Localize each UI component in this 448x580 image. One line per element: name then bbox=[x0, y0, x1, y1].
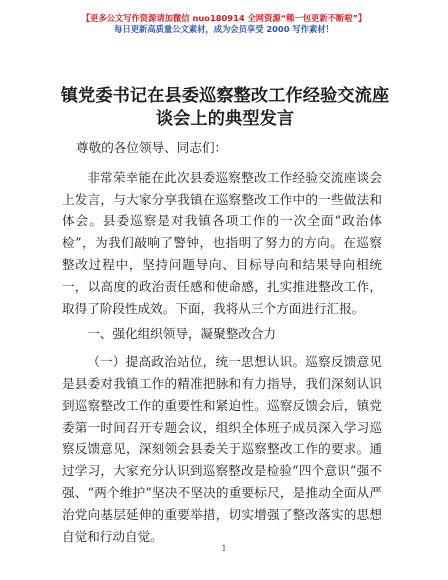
section-heading: 一、强化组织领导，凝聚整改合力 bbox=[87, 326, 277, 342]
promo-banner-line-1: 【更多公文写作资源请加微信 nuo180914 全网资源“稀一包更新不断啦”】 bbox=[81, 13, 367, 23]
document-title: 镇党委书记在县委巡察整改工作经验交流座谈会上的典型发言 bbox=[60, 86, 390, 129]
document-body bbox=[62, 137, 382, 547]
page-number: 1 bbox=[221, 544, 227, 553]
subsection-paragraph: （一）提高政治站位，统一思想认识。巡察反馈意见是县委对我镇工作的精准把脉和有力指导，我们深刻认识到巡察整改工作的重要性和紧迫性。巡察反馈会后，镇党委第一时间召开专题会议，组织全体班子成员深入学习巡察反馈意见，深刻领会县委关于巡察整改工作的要求。通过学习，大家充分认识到巡察整改是检验“四个意识”强不强、“两个维护”坚决不坚决的重要标尺，是推动全面从严治党向基层延伸的重要举措，切实增强了整改落实的思想自觉和行动自觉。 bbox=[62, 354, 382, 544]
intro-paragraph: 非常荣幸能在此次县委巡察整改工作经验交流座谈会上发言，与大家分享我镇在巡察整改工作中的一些做法和体会。县委巡察是对我镇各项工作的一次全面“政治体检”，为我们敲响了警钟，也指明了努力的方向。在巡察整改过程中，坚持问题导向、目标导向和结果导向相统一，以高度的政治责任感和使命感，扎实推进整改工作，取得了阶段性成效。下面，我将从三个方面进行汇报。 bbox=[62, 169, 382, 316]
promo-banner-line-2: 每日更新高质量公文素材，成为会员享受 2000 写作素材！ bbox=[114, 24, 334, 34]
promo-banner bbox=[0, 13, 448, 35]
salutation: 尊敬的各位领导、同志们： bbox=[76, 140, 228, 155]
